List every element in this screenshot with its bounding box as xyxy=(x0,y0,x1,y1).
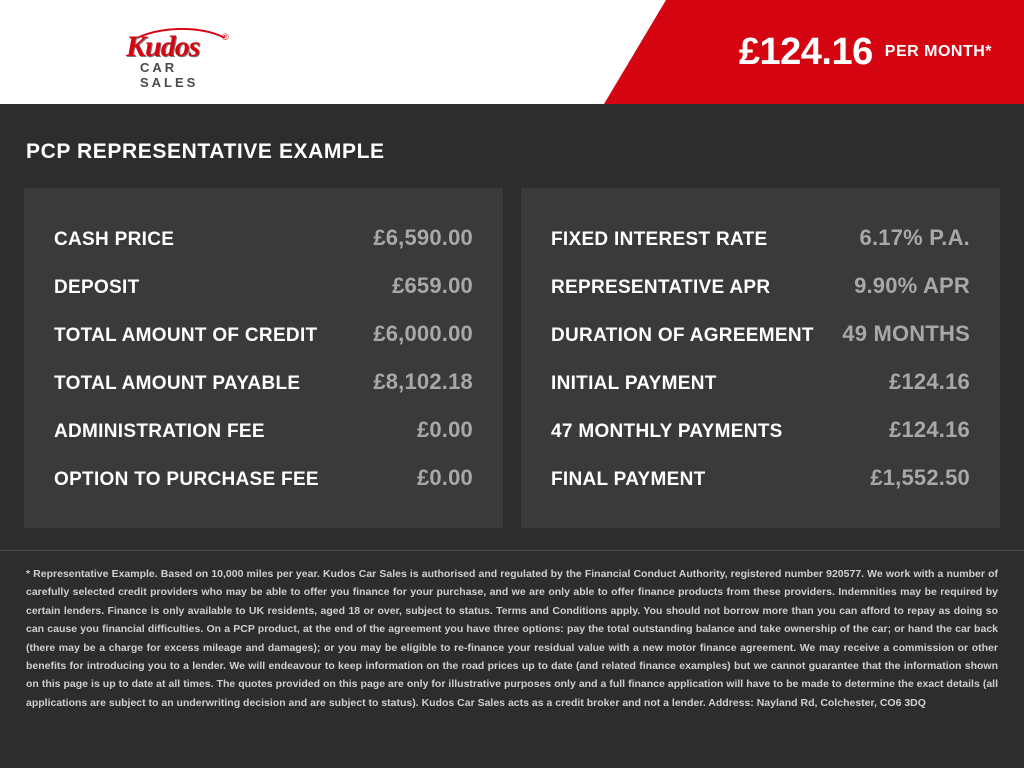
logo-brand-text: Kudos xyxy=(126,30,200,63)
table-row xyxy=(54,358,473,406)
page-title: PCP REPRESENTATIVE EXAMPLE xyxy=(26,140,385,163)
left-finance-panel xyxy=(24,188,503,528)
row-value: £0.00 xyxy=(416,417,473,442)
price-amount: £124.16 xyxy=(738,30,873,73)
row-label: TOTAL AMOUNT PAYABLE xyxy=(54,373,301,394)
row-label: ADMINISTRATION FEE xyxy=(54,421,265,442)
kudos-logo xyxy=(118,26,238,90)
logo-trademark: ® xyxy=(222,32,229,42)
row-label: DURATION OF AGREEMENT xyxy=(551,325,814,346)
row-value: £6,000.00 xyxy=(373,321,473,346)
row-value: £124.16 xyxy=(889,369,970,394)
monthly-price-block xyxy=(739,0,992,104)
row-label: 47 MONTHLY PAYMENTS xyxy=(551,421,783,442)
row-value: 9.90% APR xyxy=(854,273,970,298)
table-row xyxy=(54,454,473,502)
row-label: CASH PRICE xyxy=(54,229,175,250)
row-value: 6.17% P.A. xyxy=(859,225,970,250)
table-row xyxy=(551,214,970,262)
row-label: DEPOSIT xyxy=(54,277,140,298)
table-row xyxy=(551,454,970,502)
disclaimer-text: * Representative Example. Based on 10,000 miles per year. Kudos Car Sales is authorised and regulated by the Financial Conduct Authority, registered number 920577. We work with a number of carefully selected credit providers who may be able to offer you finance for your purchase, and we are only able to offer finance products from these providers. Indemnities may be required by certain lenders. Finance is only available to UK residents, aged 18 or over, subject to status. Terms and Conditions apply. You should not borrow more than you can afford to repay as doing so can cause you financial difficulties. On a PCP product, at the end of the agreement you have three options: pay the total outstanding balance and take ownership of the car; or hand the car back (there may be a charge for excess mileage and damages); or you may be eligible to re-finance your residual value with a new motor finance agreement. We may receive a commission or other benefits for introducing you to a lender. We will endeavour to keep information on the road prices up to date (and related finance examples) but we cannot guarantee that the information shown on this page is up to date at all times. The quotes provided on this page are only for illustrative purposes only and a full finance application will have to be made to determine the exact details (all applications are subject to an underwriting decision and are subject to status). Kudos Car Sales acts as a credit broker and not a lender. Address: Nayland Rd, Colchester, CO6 3DQ xyxy=(26,568,998,709)
finance-panels xyxy=(0,164,1024,528)
table-row xyxy=(54,310,473,358)
row-value: £8,102.18 xyxy=(373,369,473,394)
row-label: OPTION TO PURCHASE FEE xyxy=(54,469,319,490)
table-row xyxy=(551,406,970,454)
row-label: INITIAL PAYMENT xyxy=(551,373,717,394)
price-period-label: PER MONTH* xyxy=(884,43,992,60)
table-row xyxy=(54,214,473,262)
table-row xyxy=(551,262,970,310)
row-label: REPRESENTATIVE APR xyxy=(551,277,771,298)
row-label: FINAL PAYMENT xyxy=(551,469,706,490)
row-value: £0.00 xyxy=(416,465,473,490)
table-row xyxy=(551,358,970,406)
row-label: FIXED INTEREST RATE xyxy=(551,229,768,250)
row-value: 49 MONTHS xyxy=(842,321,970,346)
table-row xyxy=(54,262,473,310)
logo-subtitle: CAR SALES xyxy=(140,60,199,90)
row-label: TOTAL AMOUNT OF CREDIT xyxy=(54,325,318,346)
row-value: £1,552.50 xyxy=(870,465,970,490)
table-row xyxy=(551,310,970,358)
right-finance-panel xyxy=(521,188,1000,528)
row-value: £124.16 xyxy=(889,417,970,442)
page-header xyxy=(0,0,1024,104)
row-value: £6,590.00 xyxy=(373,225,473,250)
table-row xyxy=(54,406,473,454)
row-value: £659.00 xyxy=(392,273,473,298)
